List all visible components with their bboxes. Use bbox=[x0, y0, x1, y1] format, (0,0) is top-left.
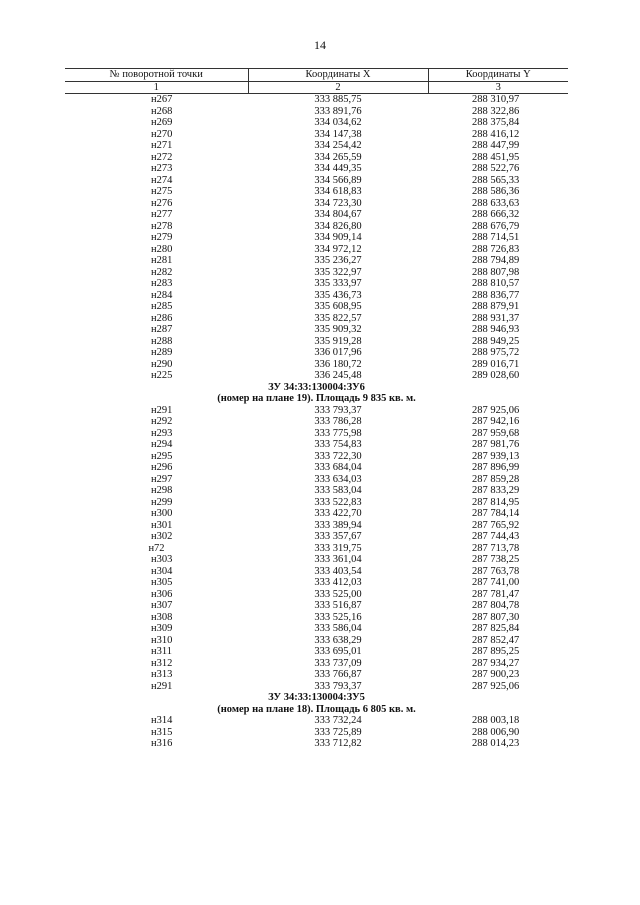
point-number-cell: н297 bbox=[151, 473, 173, 485]
coordinate-x-cell: 334 909,14 bbox=[314, 232, 362, 243]
table-row bbox=[65, 658, 568, 670]
coordinate-y-cell: 287 934,27 bbox=[472, 657, 520, 669]
point-number-cell: н296 bbox=[151, 462, 173, 473]
coordinate-y-cell: 288 836,77 bbox=[472, 289, 520, 301]
table-row bbox=[65, 129, 568, 141]
coordinate-x-cell: 333 793,37 bbox=[314, 404, 362, 416]
table-row bbox=[65, 405, 568, 417]
table-row bbox=[65, 543, 568, 555]
coordinate-x-cell: 334 449,35 bbox=[314, 163, 362, 174]
point-number-cell: н286 bbox=[151, 312, 173, 324]
coordinate-x-cell: 333 737,09 bbox=[314, 657, 362, 669]
table-row bbox=[65, 416, 568, 428]
section-heading: (номер на плане 18). Площадь 6 805 кв. м. bbox=[217, 703, 416, 715]
coordinate-x-cell: 334 566,89 bbox=[314, 174, 362, 186]
coordinate-x-cell: 333 361,04 bbox=[314, 554, 362, 565]
coordinate-x-cell: 336 245,48 bbox=[314, 370, 362, 381]
table-row bbox=[65, 612, 568, 624]
table-row bbox=[65, 589, 568, 601]
table-row bbox=[65, 347, 568, 359]
coordinate-y-cell: 288 310,97 bbox=[472, 94, 520, 105]
coordinate-y-cell: 288 522,76 bbox=[472, 163, 520, 174]
point-number-cell: н313 bbox=[151, 669, 173, 680]
table-row bbox=[65, 566, 568, 578]
table-row bbox=[65, 681, 568, 693]
table-row bbox=[65, 474, 568, 486]
coordinate-y-cell: 288 666,32 bbox=[472, 209, 520, 220]
coordinate-x-cell: 333 732,24 bbox=[314, 715, 362, 726]
table-row bbox=[65, 646, 568, 658]
point-number-cell: н303 bbox=[151, 554, 173, 565]
table-row bbox=[65, 186, 568, 198]
table-row bbox=[65, 94, 568, 106]
table-row bbox=[65, 336, 568, 348]
column-number-3: 3 bbox=[428, 82, 568, 94]
point-number-cell: н292 bbox=[151, 416, 173, 427]
coordinate-y-cell: 288 586,36 bbox=[472, 186, 520, 197]
section-heading-row bbox=[65, 692, 568, 704]
coordinate-y-cell: 288 633,63 bbox=[472, 197, 520, 209]
point-number-cell: н278 bbox=[151, 220, 173, 232]
table-row bbox=[65, 600, 568, 612]
coordinate-y-cell: 288 949,25 bbox=[472, 335, 520, 347]
coordinate-x-cell: 334 034,62 bbox=[314, 117, 362, 128]
coordinate-x-cell: 333 786,28 bbox=[314, 416, 362, 427]
point-number-cell: н306 bbox=[151, 588, 173, 600]
table-row bbox=[65, 439, 568, 451]
table-row bbox=[65, 313, 568, 325]
coordinate-x-cell: 333 525,16 bbox=[314, 611, 362, 623]
point-number-cell: н283 bbox=[151, 278, 173, 289]
coordinate-y-cell: 287 981,76 bbox=[472, 439, 520, 450]
table-row bbox=[65, 267, 568, 279]
coordinate-y-cell: 287 738,25 bbox=[472, 554, 520, 565]
coordinate-x-cell: 335 608,95 bbox=[314, 301, 362, 312]
page-number: 14 bbox=[314, 38, 326, 52]
table-row bbox=[65, 485, 568, 497]
coordinate-y-cell: 288 565,33 bbox=[472, 174, 520, 186]
point-number-cell: н301 bbox=[151, 519, 173, 531]
point-number-cell: н305 bbox=[151, 577, 173, 588]
coordinate-y-cell: 288 451,95 bbox=[472, 151, 520, 163]
point-number-cell: н273 bbox=[151, 163, 173, 174]
point-number-cell: н287 bbox=[151, 324, 173, 335]
table-row bbox=[65, 175, 568, 187]
point-number-cell: н277 bbox=[151, 209, 173, 220]
table-row bbox=[65, 255, 568, 267]
point-number-cell: н298 bbox=[151, 485, 173, 496]
table-row bbox=[65, 508, 568, 520]
point-number-cell: н293 bbox=[151, 427, 173, 439]
coordinate-x-cell: 334 265,59 bbox=[314, 151, 362, 163]
point-number-cell: н316 bbox=[151, 738, 173, 749]
coordinate-x-cell: 333 357,67 bbox=[314, 531, 362, 542]
coordinate-y-cell: 288 676,79 bbox=[472, 220, 520, 232]
coordinates-table bbox=[65, 68, 568, 750]
table-row bbox=[65, 451, 568, 463]
coordinate-y-cell: 287 814,95 bbox=[472, 496, 520, 508]
table-row bbox=[65, 727, 568, 739]
coordinate-y-cell: 287 925,06 bbox=[472, 680, 520, 692]
coordinate-x-cell: 333 684,04 bbox=[314, 462, 362, 473]
coordinate-x-cell: 333 525,00 bbox=[314, 588, 362, 600]
section-heading-row bbox=[65, 393, 568, 405]
point-number-cell: н291 bbox=[151, 680, 173, 692]
header-coordinate-x: Координаты X bbox=[248, 69, 428, 82]
coordinate-x-cell: 333 695,01 bbox=[314, 646, 362, 657]
coordinate-y-cell: 287 896,99 bbox=[472, 462, 520, 473]
point-number-cell: н285 bbox=[151, 301, 173, 312]
header-coordinate-y: Координаты Y bbox=[428, 69, 568, 82]
coordinate-x-cell: 335 909,32 bbox=[314, 324, 362, 335]
table-row bbox=[65, 117, 568, 129]
coordinate-y-cell: 287 833,29 bbox=[472, 485, 520, 496]
point-number-cell: н282 bbox=[151, 266, 173, 278]
point-number-cell: н272 bbox=[151, 151, 173, 163]
coordinate-y-cell: 289 028,60 bbox=[472, 370, 520, 381]
table-row bbox=[65, 370, 568, 382]
table-row bbox=[65, 290, 568, 302]
table-row bbox=[65, 278, 568, 290]
section-heading: ЗУ 34:33:130004:ЗУ5 bbox=[268, 692, 365, 703]
coordinate-x-cell: 334 826,80 bbox=[314, 220, 362, 232]
coordinate-y-cell: 288 447,99 bbox=[472, 140, 520, 151]
table-row bbox=[65, 520, 568, 532]
coordinate-x-cell: 333 389,94 bbox=[314, 519, 362, 531]
table-row bbox=[65, 301, 568, 313]
coordinate-y-cell: 288 879,91 bbox=[472, 301, 520, 312]
table-row bbox=[65, 232, 568, 244]
table-row bbox=[65, 623, 568, 635]
table-row bbox=[65, 497, 568, 509]
table-row bbox=[65, 462, 568, 474]
coordinate-y-cell: 288 416,12 bbox=[472, 128, 520, 140]
coordinate-x-cell: 333 793,37 bbox=[314, 680, 362, 692]
coordinate-x-cell: 336 180,72 bbox=[314, 358, 362, 370]
point-number-cell: н276 bbox=[151, 197, 173, 209]
coordinate-x-cell: 333 586,04 bbox=[314, 623, 362, 634]
coordinate-y-cell: 287 784,14 bbox=[472, 508, 520, 519]
section-heading: (номер на плане 19). Площадь 9 835 кв. м. bbox=[217, 393, 416, 404]
coordinate-x-cell: 335 322,97 bbox=[314, 266, 362, 278]
coordinate-y-cell: 287 765,92 bbox=[472, 519, 520, 531]
point-number-cell: н274 bbox=[151, 174, 173, 186]
coordinate-y-cell: 287 895,25 bbox=[472, 646, 520, 657]
coordinate-x-cell: 333 634,03 bbox=[314, 473, 362, 485]
coordinate-y-cell: 287 942,16 bbox=[472, 416, 520, 427]
table-header-row bbox=[65, 69, 568, 82]
coordinate-x-cell: 334 972,12 bbox=[314, 243, 362, 255]
point-number-cell: н268 bbox=[151, 105, 173, 117]
coordinate-x-cell: 335 436,73 bbox=[314, 289, 362, 301]
section-heading: ЗУ 34:33:130004:ЗУ6 bbox=[268, 381, 365, 393]
point-number-cell: н72 bbox=[148, 542, 165, 554]
coordinate-y-cell: 287 744,43 bbox=[472, 531, 520, 542]
coordinate-x-cell: 333 891,76 bbox=[314, 105, 362, 117]
header-point-number: № поворотной точки bbox=[65, 69, 248, 82]
table-row bbox=[65, 554, 568, 566]
coordinate-y-cell: 287 939,13 bbox=[472, 450, 520, 462]
coordinate-x-cell: 333 422,70 bbox=[314, 508, 362, 519]
point-number-cell: н299 bbox=[151, 496, 173, 508]
coordinate-y-cell: 287 804,78 bbox=[472, 600, 520, 611]
table-row bbox=[65, 163, 568, 175]
coordinate-y-cell: 288 375,84 bbox=[472, 117, 520, 128]
coordinate-y-cell: 288 014,23 bbox=[472, 738, 520, 749]
coordinate-y-cell: 288 931,37 bbox=[472, 312, 520, 324]
point-number-cell: н312 bbox=[151, 657, 173, 669]
point-number-cell: н275 bbox=[151, 186, 173, 197]
coordinate-x-cell: 333 712,82 bbox=[314, 738, 362, 749]
coordinate-x-cell: 334 723,30 bbox=[314, 197, 362, 209]
point-number-cell: н289 bbox=[151, 347, 173, 358]
coordinate-y-cell: 288 810,57 bbox=[472, 278, 520, 289]
coordinate-y-cell: 287 763,78 bbox=[472, 565, 520, 577]
point-number-cell: н309 bbox=[151, 623, 173, 634]
table-row bbox=[65, 244, 568, 256]
coordinate-x-cell: 333 754,83 bbox=[314, 439, 362, 450]
coordinate-x-cell: 335 236,27 bbox=[314, 255, 362, 266]
coordinate-y-cell: 287 825,84 bbox=[472, 623, 520, 634]
table-row bbox=[65, 209, 568, 221]
coordinate-x-cell: 334 147,38 bbox=[314, 128, 362, 140]
table-row bbox=[65, 577, 568, 589]
coordinate-y-cell: 288 807,98 bbox=[472, 266, 520, 278]
point-number-cell: н311 bbox=[151, 646, 172, 657]
coordinate-x-cell: 333 522,83 bbox=[314, 496, 362, 508]
table-row bbox=[65, 531, 568, 543]
column-number-1: 1 bbox=[65, 82, 248, 94]
coordinate-x-cell: 333 412,03 bbox=[314, 577, 362, 588]
coordinate-y-cell: 287 925,06 bbox=[472, 404, 520, 416]
point-number-cell: н302 bbox=[151, 531, 173, 542]
coordinate-y-cell: 287 713,78 bbox=[472, 542, 520, 554]
coordinate-x-cell: 336 017,96 bbox=[314, 347, 362, 358]
point-number-cell: н314 bbox=[151, 715, 173, 726]
point-number-cell: н294 bbox=[151, 439, 173, 450]
point-number-cell: н271 bbox=[151, 140, 173, 151]
point-number-cell: н270 bbox=[151, 128, 173, 140]
section-heading-row bbox=[65, 704, 568, 716]
coordinate-x-cell: 334 254,42 bbox=[314, 140, 362, 151]
coordinate-y-cell: 288 714,51 bbox=[472, 232, 520, 243]
table-row bbox=[65, 428, 568, 440]
table-row bbox=[65, 198, 568, 210]
point-number-cell: н269 bbox=[151, 117, 173, 128]
point-number-cell: н288 bbox=[151, 335, 173, 347]
point-number-cell: н225 bbox=[151, 370, 173, 381]
coordinate-x-cell: 333 722,30 bbox=[314, 450, 362, 462]
coordinate-y-cell: 288 946,93 bbox=[472, 324, 520, 335]
point-number-cell: н295 bbox=[151, 450, 173, 462]
coordinate-x-cell: 333 775,98 bbox=[314, 427, 362, 439]
coordinate-y-cell: 287 959,68 bbox=[472, 427, 520, 439]
coordinate-y-cell: 288 322,86 bbox=[472, 105, 520, 117]
point-number-cell: н300 bbox=[151, 508, 173, 519]
coordinate-y-cell: 288 975,72 bbox=[472, 347, 520, 358]
point-number-cell: н280 bbox=[151, 243, 173, 255]
coordinate-x-cell: 334 804,67 bbox=[314, 209, 362, 220]
coordinate-y-cell: 287 900,23 bbox=[472, 669, 520, 680]
coordinate-y-cell: 287 781,47 bbox=[472, 588, 520, 600]
point-number-cell: н281 bbox=[151, 255, 173, 266]
table-row bbox=[65, 635, 568, 647]
coordinate-y-cell: 289 016,71 bbox=[472, 358, 520, 370]
table-row bbox=[65, 324, 568, 336]
point-number-cell: н315 bbox=[151, 726, 173, 738]
coordinate-y-cell: 288 003,18 bbox=[472, 715, 520, 726]
coordinate-y-cell: 288 794,89 bbox=[472, 255, 520, 266]
coordinate-x-cell: 333 583,04 bbox=[314, 485, 362, 496]
coordinate-y-cell: 288 726,83 bbox=[472, 243, 520, 255]
section-heading-row bbox=[65, 382, 568, 394]
coordinate-y-cell: 287 741,00 bbox=[472, 577, 520, 588]
table-row bbox=[65, 669, 568, 681]
coordinate-y-cell: 287 852,47 bbox=[472, 634, 520, 646]
point-number-cell: н284 bbox=[151, 289, 173, 301]
coordinate-x-cell: 333 638,29 bbox=[314, 634, 362, 646]
coordinate-y-cell: 288 006,90 bbox=[472, 726, 520, 738]
coordinate-x-cell: 334 618,83 bbox=[314, 186, 362, 197]
point-number-cell: н290 bbox=[151, 358, 173, 370]
coordinate-x-cell: 333 725,89 bbox=[314, 726, 362, 738]
table-row bbox=[65, 106, 568, 118]
table-row bbox=[65, 221, 568, 233]
point-number-cell: н307 bbox=[151, 600, 173, 611]
point-number-cell: н279 bbox=[151, 232, 173, 243]
point-number-cell: н304 bbox=[151, 565, 173, 577]
coordinate-x-cell: 335 822,57 bbox=[314, 312, 362, 324]
table-body bbox=[65, 94, 568, 750]
coordinate-y-cell: 287 807,30 bbox=[472, 611, 520, 623]
coordinate-x-cell: 335 919,28 bbox=[314, 335, 362, 347]
table-row bbox=[65, 715, 568, 727]
coordinate-x-cell: 333 885,75 bbox=[314, 94, 362, 105]
point-number-cell: н310 bbox=[151, 634, 173, 646]
coordinate-y-cell: 287 859,28 bbox=[472, 473, 520, 485]
point-number-cell: н291 bbox=[151, 404, 173, 416]
table-row bbox=[65, 140, 568, 152]
coordinate-x-cell: 333 766,87 bbox=[314, 669, 362, 680]
coordinate-x-cell: 333 516,87 bbox=[314, 600, 362, 611]
table-row bbox=[65, 152, 568, 164]
coordinate-x-cell: 333 403,54 bbox=[314, 565, 362, 577]
coordinate-x-cell: 335 333,97 bbox=[314, 278, 362, 289]
table-row bbox=[65, 359, 568, 371]
column-number-row bbox=[65, 82, 568, 94]
point-number-cell: н308 bbox=[151, 611, 173, 623]
table-row bbox=[65, 738, 568, 750]
coordinate-x-cell: 333 319,75 bbox=[314, 542, 362, 554]
point-number-cell: н267 bbox=[151, 94, 173, 105]
column-number-2: 2 bbox=[248, 82, 428, 94]
